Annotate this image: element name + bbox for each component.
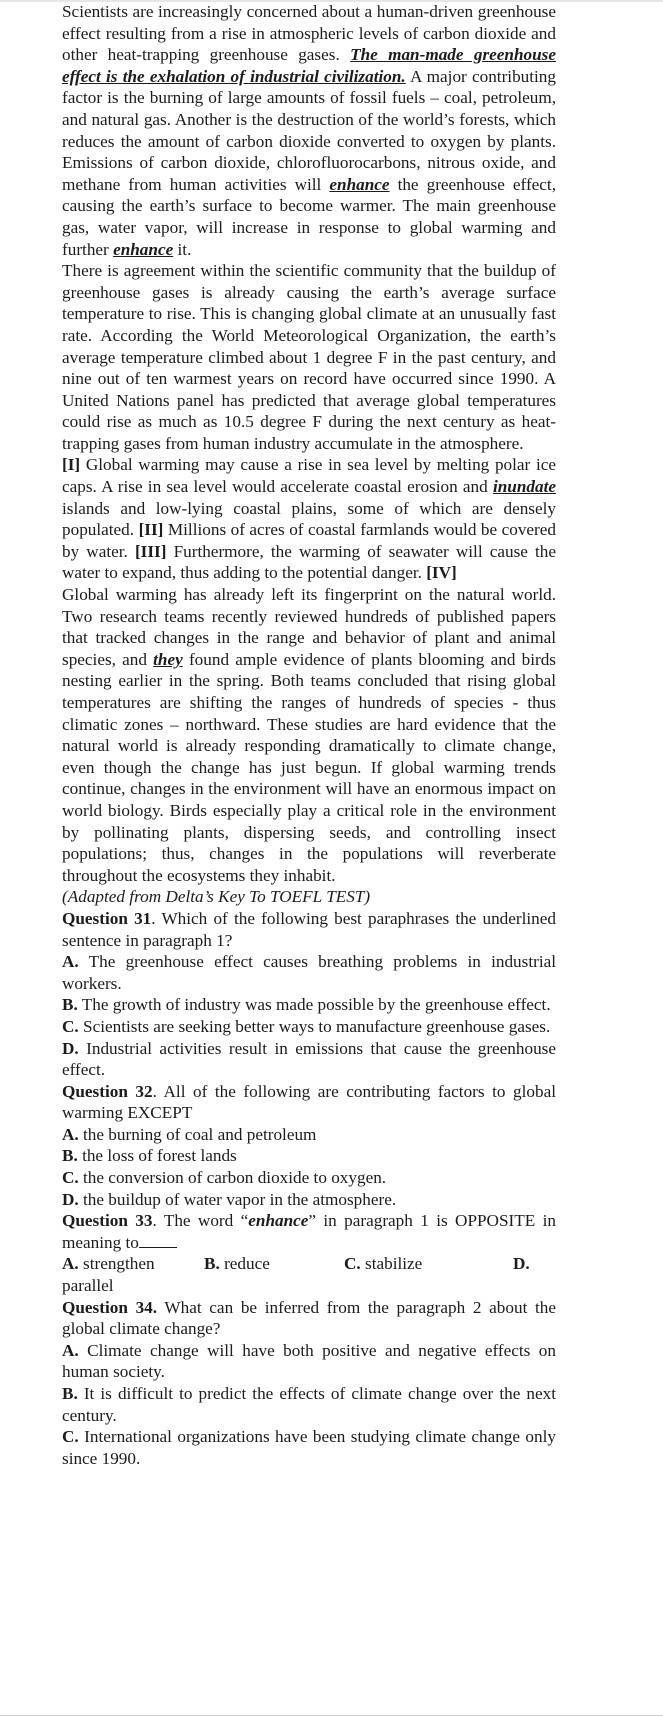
- option-d[interactable]: D.: [513, 1254, 530, 1274]
- question-34: [62, 1297, 556, 1470]
- option-a[interactable]: A. Climate change will have both positive and negative effects on human society.: [62, 1340, 556, 1382]
- reading-passage: [62, 1, 556, 1469]
- answer-blank: [139, 1233, 177, 1248]
- question-stem: Question 33. The word “enhance” in paragraph 1 is OPPOSITE in meaning to: [62, 1211, 556, 1252]
- option-c[interactable]: C. International organizations have been studying climate change only since 1990.: [62, 1427, 556, 1468]
- marker-4: [IV]: [426, 563, 457, 583]
- paragraph-4: Global warming has already left its fingerprint on the natural world. Two research teams recently reviewed hundreds of published papers that tracked changes in the range and behavior of plant and animal species, and they found ample evidence of plants blooming and birds nesting earlier in the spring. Both teams concluded that rising global temperatures are shifting the ranges of hundreds of species - thus climatic zones – northward. These studies are hard evidence that the natural world is already responding dramatically to climate change, even though the change has just begun. If global warming trends continue, changes in the environment will have an enormous impact on world biology. Birds especially play a critical role in the environment by pollinating plants, dispersing seeds, and controlling insect populations; thus, changes in the populations will reverberate throughout the ecosystems they inhabit.: [62, 585, 556, 885]
- underlined-sentence: The man-made greenhouse effect is the exhalation of industrial civilization.: [62, 45, 556, 86]
- option-b[interactable]: B. reduce: [204, 1254, 270, 1274]
- option-a[interactable]: A. the burning of coal and petroleum: [62, 1124, 317, 1144]
- highlighted-word-enhance: enhance: [329, 174, 390, 194]
- question-33: [62, 1210, 556, 1296]
- option-d-text: parallel: [62, 1276, 114, 1296]
- marker-2: [II]: [138, 520, 164, 540]
- highlighted-word-inundate: inundate: [492, 477, 556, 497]
- paragraph-1: Scientists are increasingly concerned about a human-driven greenhouse effect resulting from a rise in atmospheric levels of carbon dioxide and other heat-trapping greenhouse gases. The man-made greenhouse effect is the exhalation of industrial civilization. A major contributing factor is the burning of large amounts of fossil fuels – coal, petroleum, and natural gas. Another is the destruction of the world’s forests, which reduces the amount of carbon dioxide converted to oxygen by plants. Emissions of carbon dioxide, chlorofluorocarbons, nitrous oxide, and methane from human activities will enhance the greenhouse effect, causing the earth’s surface to become warmer. The main greenhouse gas, water vapor, will increase in response to global warming and further enhance it.: [62, 2, 556, 259]
- paragraph-3: [I] Global warming may cause a rise in sea level by melting polar ice caps. A rise in sea level would accelerate coastal erosion and inundate islands and low-lying coastal plains, some of which are densely populated. [II] Millions of acres of coastal farmlands would be covered by water. [III] Furthermore, the warming of seawater will cause the water to expand, thus adding to the potential danger. [IV]: [62, 455, 556, 583]
- question-stem: Question 31. Which of the following best paraphrases the underlined sentence in paragraph 1?: [62, 908, 556, 950]
- paragraph-2: There is agreement within the scientific community that the buildup of greenhouse gases is already causing the earth’s average surface temperature to rise. This is changing global climate at an unusually fast rate. According the World Meteorological Organization, the earth’s average temperature climbed about 1 degree F in the past century, and nine out of ten warmest years on record have occurred since 1990. A United Nations panel has predicted that average global temperatures could rise as much as 10.5 degree F during the next century as heat-trapping gases from human industry accumulate in the atmosphere.: [62, 261, 556, 453]
- option-a[interactable]: A. The greenhouse effect causes breathing problems in industrial workers.: [62, 952, 556, 993]
- option-c[interactable]: C. Scientists are seeking better ways to manufacture greenhouse gases.: [62, 1016, 551, 1036]
- option-d[interactable]: D. Industrial activities result in emissions that cause the greenhouse effect.: [62, 1038, 556, 1080]
- option-a[interactable]: A. strengthen: [62, 1254, 155, 1274]
- question-31: [62, 908, 556, 1081]
- option-d[interactable]: D. the buildup of water vapor in the atmosphere.: [62, 1189, 397, 1209]
- question-stem: Question 32. All of the following are contributing factors to global warming EXCEPT: [62, 1081, 556, 1123]
- options-row: [62, 1253, 556, 1275]
- marker-1: [I]: [62, 455, 81, 475]
- option-b[interactable]: B. The growth of industry was made possible by the greenhouse effect.: [62, 995, 551, 1015]
- marker-3: [III]: [134, 541, 167, 561]
- question-stem: Question 34. What can be inferred from the paragraph 2 about the global climate change?: [62, 1297, 557, 1339]
- option-b[interactable]: B. It is difficult to predict the effects of climate change over the next century.: [62, 1384, 556, 1425]
- option-c[interactable]: C. the conversion of carbon dioxide to oxygen.: [62, 1168, 387, 1188]
- option-c[interactable]: C. stabilize: [344, 1254, 423, 1274]
- highlighted-word-they: they: [153, 649, 183, 669]
- highlighted-word-enhance-2: enhance: [113, 239, 174, 259]
- question-32: [62, 1081, 556, 1211]
- passage-source: (Adapted from Delta’s Key To TOEFL TEST): [62, 887, 371, 907]
- option-b[interactable]: B. the loss of forest lands: [62, 1146, 237, 1166]
